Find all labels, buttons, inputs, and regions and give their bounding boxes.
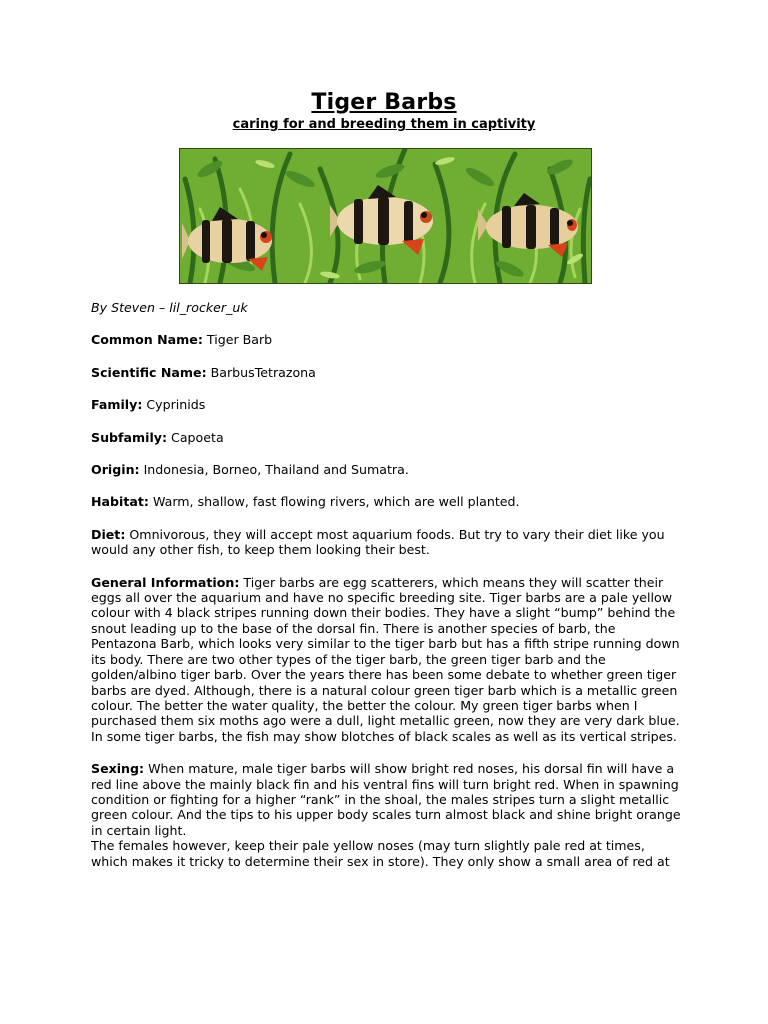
field-value: Tiger Barb [206, 332, 273, 348]
field-value: Tiger barbs are egg scatterers, which means they will scatter their eggs all over the aquarium and have no specific breeding site. Tiger barbs are a pale yellow colour with 4 black stripes running down their bodies. They have a slight “bump” behind the snout leading up to the base of the dorsal fin. There is another species of barb, the Pentazona Barb, which looks very similar to the tiger barb but has a fifth stripe running down its body. There are two other types of the tiger barb, the green tiger barb and the golden/albino tiger barb. Over the years there has been some debate to whether green tiger barbs are dyed. Although, there is a natural colour green tiger barb which is a metallic green colour. The better the water quality, the better the colour. My green tiger barbs when I purchased them six moths ago were a dull, light metallic green, now they are very dark blue. In some tiger barbs, the fish may show blotches of black scales as well as its vertical stripes. [91, 574, 680, 744]
field-label: Origin: [91, 462, 140, 478]
scientific-name-field [91, 365, 681, 380]
author-byline: By Steven – lil_rocker_uk [91, 300, 248, 315]
habitat-field [91, 494, 681, 509]
sexing-field [91, 761, 681, 838]
field-value: Capoeta [171, 429, 224, 445]
common-name-field [91, 332, 681, 347]
document-body [91, 300, 681, 869]
field-value: BarbusTetrazona [210, 364, 316, 380]
field-label: General Information: [91, 574, 240, 590]
field-label: Diet: [91, 526, 126, 542]
tiger-barbs-photo [179, 148, 592, 284]
page-title: Tiger Barbs [311, 90, 457, 115]
field-label: Common Name: [91, 332, 203, 348]
diet-field [91, 527, 681, 558]
origin-field [91, 462, 681, 477]
field-value: Cyprinids [146, 397, 206, 413]
females-paragraph: The females however, keep their pale yellow noses (may turn slightly pale red at times, which makes it tricky to determine their sex in store). They only show a small area of red at [91, 838, 670, 869]
field-value: Indonesia, Borneo, Thailand and Sumatra. [143, 462, 409, 478]
field-label: Scientific Name: [91, 364, 207, 380]
family-field [91, 397, 681, 412]
field-label: Subfamily: [91, 429, 168, 445]
field-value: When mature, male tiger barbs will show bright red noses, his dorsal fin will have a red line above the mainly black fin and his ventral fins will turn bright red. When in spawning condition or fighting for a higher “rank” in the shoal, the males stripes turn a slight metallic green colour. And the tips to his upper body scales turn almost black and shine bright orange in certain light. [91, 761, 681, 838]
field-label: Habitat: [91, 494, 149, 510]
field-label: Sexing: [91, 761, 145, 777]
general-information-field [91, 575, 681, 744]
subfamily-field [91, 430, 681, 445]
field-value: Warm, shallow, fast flowing rivers, which are well planted. [152, 494, 520, 510]
field-label: Family: [91, 397, 143, 413]
fish-illustration [180, 149, 591, 283]
page-subtitle: caring for and breeding them in captivity [232, 117, 536, 132]
field-value: Omnivorous, they will accept most aquarium foods. But try to vary their diet like you would any other fish, to keep them looking their best. [91, 526, 665, 558]
